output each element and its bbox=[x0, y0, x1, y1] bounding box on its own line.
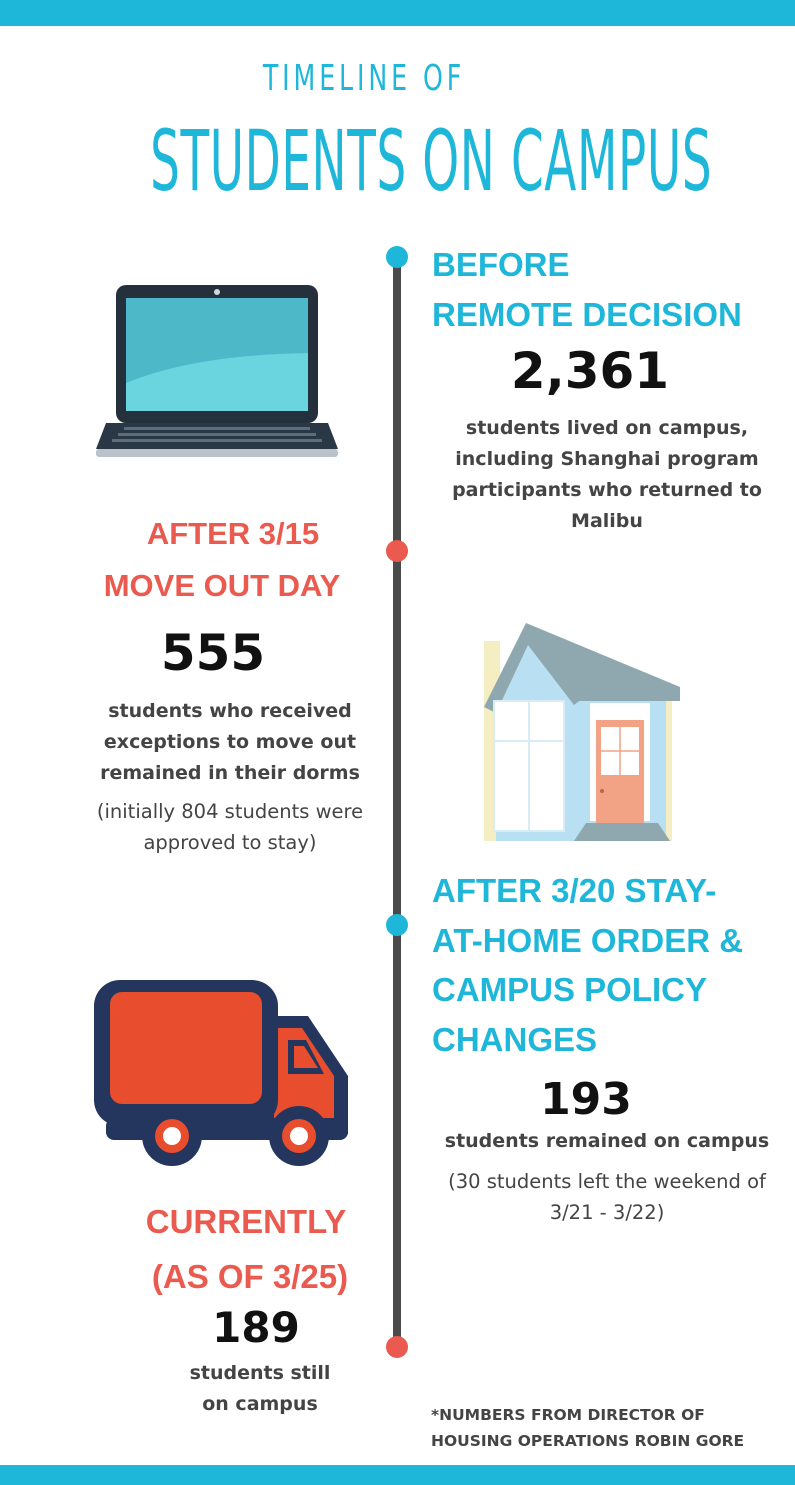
stayhome-description: students remained on campus bbox=[444, 1130, 770, 1152]
page-title: STUDENTS ON CAMPUS bbox=[150, 112, 713, 210]
before-description: students lived on campus, including Shanghai program participants who returned to Malibu bbox=[452, 417, 762, 532]
stayhome-note: (30 students left the weekend of 3/21 - 3/22) bbox=[448, 1170, 766, 1224]
laptop-icon bbox=[94, 283, 340, 461]
moveout-number: 555 bbox=[160, 624, 266, 682]
moveout-note: (initially 804 students were approved to stay) bbox=[96, 800, 364, 854]
current-number: 189 bbox=[212, 1303, 300, 1352]
timeline-dot-current bbox=[386, 1336, 408, 1358]
timeline-dot-before bbox=[386, 246, 408, 268]
timeline-dot-moveout bbox=[386, 540, 408, 562]
moveout-description: students who received exceptions to move out remained in their dorms bbox=[100, 700, 360, 784]
source-footnote: *NUMBERS FROM DIRECTOR OF HOUSING OPERATIONS ROBIN GORE bbox=[431, 1406, 745, 1450]
stayhome-heading: AFTER 3/20 STAY- AT-HOME ORDER & CAMPUS POLICY CHANGES bbox=[432, 872, 744, 1058]
stayhome-number: 193 bbox=[540, 1074, 632, 1125]
timeline-dot-stayhome bbox=[386, 914, 408, 936]
moveout-heading: AFTER 3/15 MOVE OUT DAY bbox=[103, 516, 341, 603]
before-number: 2,361 bbox=[510, 342, 670, 400]
truck-icon bbox=[92, 976, 356, 1168]
bottom-bar bbox=[0, 1465, 795, 1485]
current-description: students still on campus bbox=[189, 1362, 331, 1415]
top-bar bbox=[0, 0, 795, 26]
before-heading: BEFORE REMOTE DECISION bbox=[432, 246, 742, 333]
current-heading: CURRENTLY (AS OF 3/25) bbox=[145, 1203, 349, 1295]
house-icon bbox=[466, 623, 682, 843]
title-prefix: TIMELINE OF bbox=[262, 58, 466, 99]
timeline-line bbox=[393, 256, 401, 1348]
